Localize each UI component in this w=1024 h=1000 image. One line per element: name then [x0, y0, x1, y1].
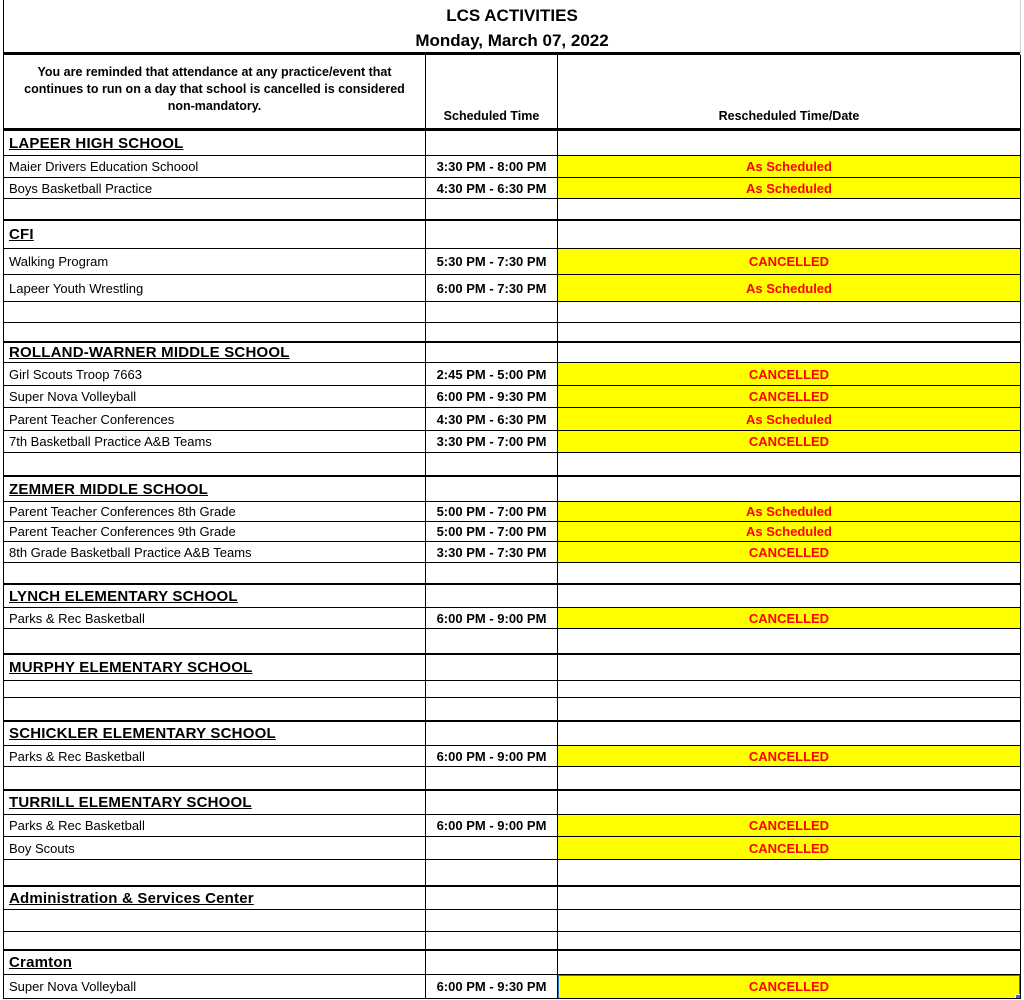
status-cell[interactable]: As Scheduled — [558, 275, 1020, 301]
empty-status-cell[interactable] — [558, 343, 1020, 362]
scheduled-time-cell[interactable]: 5:30 PM - 7:30 PM — [425, 249, 558, 274]
scheduled-time-cell[interactable]: 6:00 PM - 9:00 PM — [425, 608, 558, 628]
activity-row — [4, 248, 1020, 274]
empty-cell[interactable] — [4, 910, 425, 931]
activity-row — [4, 814, 1020, 836]
activity-name-cell[interactable]: Boy Scouts — [9, 840, 75, 856]
activity-name-cell[interactable]: Parent Teacher Conferences 8th Grade — [9, 504, 236, 519]
empty-status-cell[interactable] — [558, 655, 1020, 680]
sheet-body — [4, 131, 1020, 998]
section-name-cell[interactable]: LAPEER HIGH SCHOOL — [9, 134, 184, 152]
empty-cell[interactable] — [558, 681, 1020, 697]
empty-cell[interactable] — [425, 453, 558, 475]
activity-row — [4, 407, 1020, 430]
empty-status-cell[interactable] — [558, 722, 1020, 745]
section-header-row — [4, 653, 1020, 680]
empty-cell[interactable] — [4, 323, 425, 341]
section-header-row — [4, 475, 1020, 501]
status-cell[interactable]: CANCELLED — [558, 386, 1020, 407]
activity-name-cell[interactable]: Lapeer Youth Wrestling — [9, 280, 144, 296]
empty-time-cell[interactable] — [425, 221, 558, 248]
section-header-row — [4, 789, 1020, 814]
empty-time-cell[interactable] — [425, 951, 558, 974]
status-cell[interactable]: As Scheduled — [558, 522, 1020, 541]
empty-cell[interactable] — [4, 860, 425, 885]
scheduled-time-cell[interactable]: 4:30 PM - 6:30 PM — [425, 178, 558, 198]
empty-row — [4, 766, 1020, 789]
scheduled-time-cell[interactable]: 6:00 PM - 9:00 PM — [425, 746, 558, 766]
empty-cell[interactable] — [558, 910, 1020, 931]
status-cell[interactable]: CANCELLED — [558, 746, 1020, 766]
activity-name-cell[interactable]: Super Nova Volleyball — [9, 979, 137, 994]
activity-row — [4, 521, 1020, 541]
scheduled-time-cell[interactable] — [425, 837, 558, 859]
section-name-cell[interactable]: ZEMMER MIDDLE SCHOOL — [9, 480, 208, 498]
section-name-cell[interactable]: ROLLAND-WARNER MIDDLE SCHOOL — [9, 344, 290, 361]
scheduled-time-cell[interactable]: 5:00 PM - 7:00 PM — [425, 502, 558, 521]
empty-row — [4, 697, 1020, 720]
empty-row — [4, 562, 1020, 583]
activity-row — [4, 177, 1020, 198]
empty-row — [4, 322, 1020, 341]
scheduled-time-cell[interactable]: 3:30 PM - 8:00 PM — [425, 156, 558, 177]
activity-name-cell[interactable]: Maier Drivers Education Schoool — [9, 159, 199, 174]
status-cell[interactable]: CANCELLED — [558, 815, 1020, 836]
empty-row — [4, 628, 1020, 653]
section-name-cell[interactable]: MURPHY ELEMENTARY SCHOOL — [9, 659, 253, 676]
scheduled-time-cell[interactable]: 6:00 PM - 7:30 PM — [425, 275, 558, 301]
status-cell[interactable]: As Scheduled — [558, 156, 1020, 177]
scheduled-time-header-cell[interactable]: Scheduled Time — [425, 55, 558, 128]
empty-cell[interactable] — [425, 629, 558, 653]
empty-time-cell[interactable] — [425, 722, 558, 745]
section-header-row — [4, 341, 1020, 362]
activity-row — [4, 607, 1020, 628]
empty-row — [4, 680, 1020, 697]
empty-status-cell[interactable] — [558, 477, 1020, 501]
empty-cell[interactable] — [4, 453, 425, 475]
empty-cell[interactable] — [425, 681, 558, 697]
scheduled-time-cell[interactable]: 3:30 PM - 7:00 PM — [425, 431, 558, 452]
empty-time-cell[interactable] — [425, 131, 558, 155]
empty-status-cell[interactable] — [558, 221, 1020, 248]
empty-cell[interactable] — [558, 199, 1020, 219]
empty-time-cell[interactable] — [425, 585, 558, 607]
status-cell[interactable]: CANCELLED — [558, 975, 1020, 998]
activity-name-cell[interactable]: Super Nova Volleyball — [9, 389, 137, 404]
section-header-row — [4, 949, 1020, 974]
gridline-remnant — [1020, 0, 1021, 55]
empty-time-cell[interactable] — [425, 887, 558, 909]
scheduled-time-cell[interactable]: 6:00 PM - 9:30 PM — [425, 975, 558, 998]
empty-cell[interactable] — [4, 199, 425, 219]
empty-row — [4, 452, 1020, 475]
spreadsheet — [3, 0, 1021, 999]
empty-cell[interactable] — [558, 932, 1020, 949]
empty-cell[interactable] — [4, 563, 425, 583]
empty-cell[interactable] — [4, 932, 425, 949]
title-cell[interactable] — [4, 0, 1020, 55]
activity-name-cell[interactable]: 7th Basketball Practice A&B Teams — [9, 434, 212, 449]
activity-name-cell[interactable]: Girl Scouts Troop 7663 — [9, 366, 142, 382]
empty-row — [4, 301, 1020, 322]
activity-name-cell[interactable]: Parks & Rec Basketball — [9, 610, 145, 626]
activity-name-cell[interactable]: Walking Program — [9, 254, 109, 269]
empty-cell[interactable] — [425, 910, 558, 931]
activity-row — [4, 155, 1020, 177]
empty-row — [4, 909, 1020, 931]
empty-cell[interactable] — [425, 323, 558, 341]
empty-status-cell[interactable] — [558, 887, 1020, 909]
column-header-row — [4, 55, 1020, 131]
activity-name-cell[interactable]: Parks & Rec Basketball — [9, 748, 145, 764]
empty-cell[interactable] — [4, 302, 425, 322]
section-header-row — [4, 219, 1020, 248]
sheet-date: Monday, March 07, 2022 — [415, 31, 609, 50]
empty-status-cell[interactable] — [558, 951, 1020, 974]
activity-name-cell[interactable]: Boys Basketball Practice — [9, 180, 153, 196]
activity-row — [4, 501, 1020, 521]
fill-handle[interactable] — [1015, 994, 1020, 998]
selection-border — [558, 975, 1020, 998]
rescheduled-header-cell[interactable]: Rescheduled Time/Date — [718, 109, 860, 123]
activity-row — [4, 974, 1020, 998]
activity-name-cell[interactable]: Parent Teacher Conferences 9th Grade — [9, 524, 236, 539]
scheduled-time-cell[interactable]: 6:00 PM - 9:30 PM — [425, 386, 558, 407]
status-cell[interactable]: CANCELLED — [558, 249, 1020, 274]
scheduled-time-cell[interactable]: 2:45 PM - 5:00 PM — [425, 363, 558, 385]
activity-name-cell[interactable]: Parks & Rec Basketball — [9, 818, 145, 833]
section-header-row — [4, 720, 1020, 745]
empty-cell[interactable] — [558, 302, 1020, 322]
empty-cell[interactable] — [425, 860, 558, 885]
empty-cell[interactable] — [558, 767, 1020, 789]
activity-name-cell[interactable]: Parent Teacher Conferences — [9, 411, 175, 427]
activity-row — [4, 430, 1020, 452]
empty-cell[interactable] — [425, 932, 558, 949]
empty-cell[interactable] — [558, 698, 1020, 720]
section-name-cell[interactable]: Cramton — [9, 954, 73, 971]
status-cell[interactable]: CANCELLED — [558, 608, 1020, 628]
empty-status-cell[interactable] — [558, 791, 1020, 814]
sheet-title: LCS ACTIVITIES — [446, 6, 578, 25]
empty-cell[interactable] — [425, 698, 558, 720]
section-header-row — [4, 583, 1020, 607]
empty-cell[interactable] — [558, 860, 1020, 885]
activity-row — [4, 836, 1020, 859]
table-bottom-border — [4, 998, 1020, 999]
empty-cell[interactable] — [4, 681, 425, 697]
activity-row — [4, 541, 1020, 562]
scheduled-time-cell[interactable]: 5:00 PM - 7:00 PM — [425, 522, 558, 541]
status-cell[interactable]: CANCELLED — [558, 363, 1020, 385]
empty-status-cell[interactable] — [558, 131, 1020, 155]
section-name-cell[interactable]: SCHICKLER ELEMENTARY SCHOOL — [9, 725, 276, 742]
empty-cell[interactable] — [4, 629, 425, 653]
status-cell[interactable]: CANCELLED — [558, 431, 1020, 452]
scheduled-time-cell[interactable]: 6:00 PM - 9:00 PM — [425, 815, 558, 836]
section-name-cell[interactable]: LYNCH ELEMENTARY SCHOOL — [9, 587, 238, 605]
empty-cell[interactable] — [558, 629, 1020, 653]
empty-cell[interactable] — [558, 323, 1020, 341]
empty-time-cell[interactable] — [425, 343, 558, 362]
section-name-cell[interactable]: TURRILL ELEMENTARY SCHOOL — [9, 794, 252, 811]
empty-cell[interactable] — [425, 302, 558, 322]
scheduled-time-cell[interactable]: 3:30 PM - 7:30 PM — [425, 542, 558, 562]
attendance-note-cell[interactable]: You are reminded that attendance at any practice/event that continues to run on a day that school is cancelled is considered non-mandatory. — [24, 65, 405, 113]
section-header-row — [4, 885, 1020, 909]
activity-row — [4, 745, 1020, 766]
status-cell[interactable]: As Scheduled — [558, 178, 1020, 198]
empty-time-cell[interactable] — [425, 477, 558, 501]
empty-cell[interactable] — [558, 453, 1020, 475]
empty-row — [4, 198, 1020, 219]
empty-cell[interactable] — [425, 563, 558, 583]
empty-cell[interactable] — [425, 199, 558, 219]
empty-row — [4, 859, 1020, 885]
empty-cell[interactable] — [558, 563, 1020, 583]
section-name-cell[interactable]: Administration & Services Center — [9, 889, 254, 907]
scheduled-time-cell[interactable]: 4:30 PM - 6:30 PM — [425, 408, 558, 430]
status-cell[interactable]: As Scheduled — [558, 408, 1020, 430]
status-cell[interactable]: As Scheduled — [558, 502, 1020, 521]
activity-row — [4, 385, 1020, 407]
empty-cell[interactable] — [425, 767, 558, 789]
activity-row — [4, 362, 1020, 385]
section-name-cell[interactable]: CFI — [9, 226, 34, 243]
status-cell[interactable]: CANCELLED — [558, 542, 1020, 562]
activity-name-cell[interactable]: 8th Grade Basketball Practice A&B Teams — [9, 544, 252, 560]
empty-status-cell[interactable] — [558, 585, 1020, 607]
status-cell[interactable]: CANCELLED — [558, 837, 1020, 859]
empty-row — [4, 931, 1020, 949]
empty-time-cell[interactable] — [425, 655, 558, 680]
empty-cell[interactable] — [4, 767, 425, 789]
empty-cell[interactable] — [4, 698, 425, 720]
activity-row — [4, 274, 1020, 301]
section-header-row — [4, 131, 1020, 155]
empty-time-cell[interactable] — [425, 791, 558, 814]
